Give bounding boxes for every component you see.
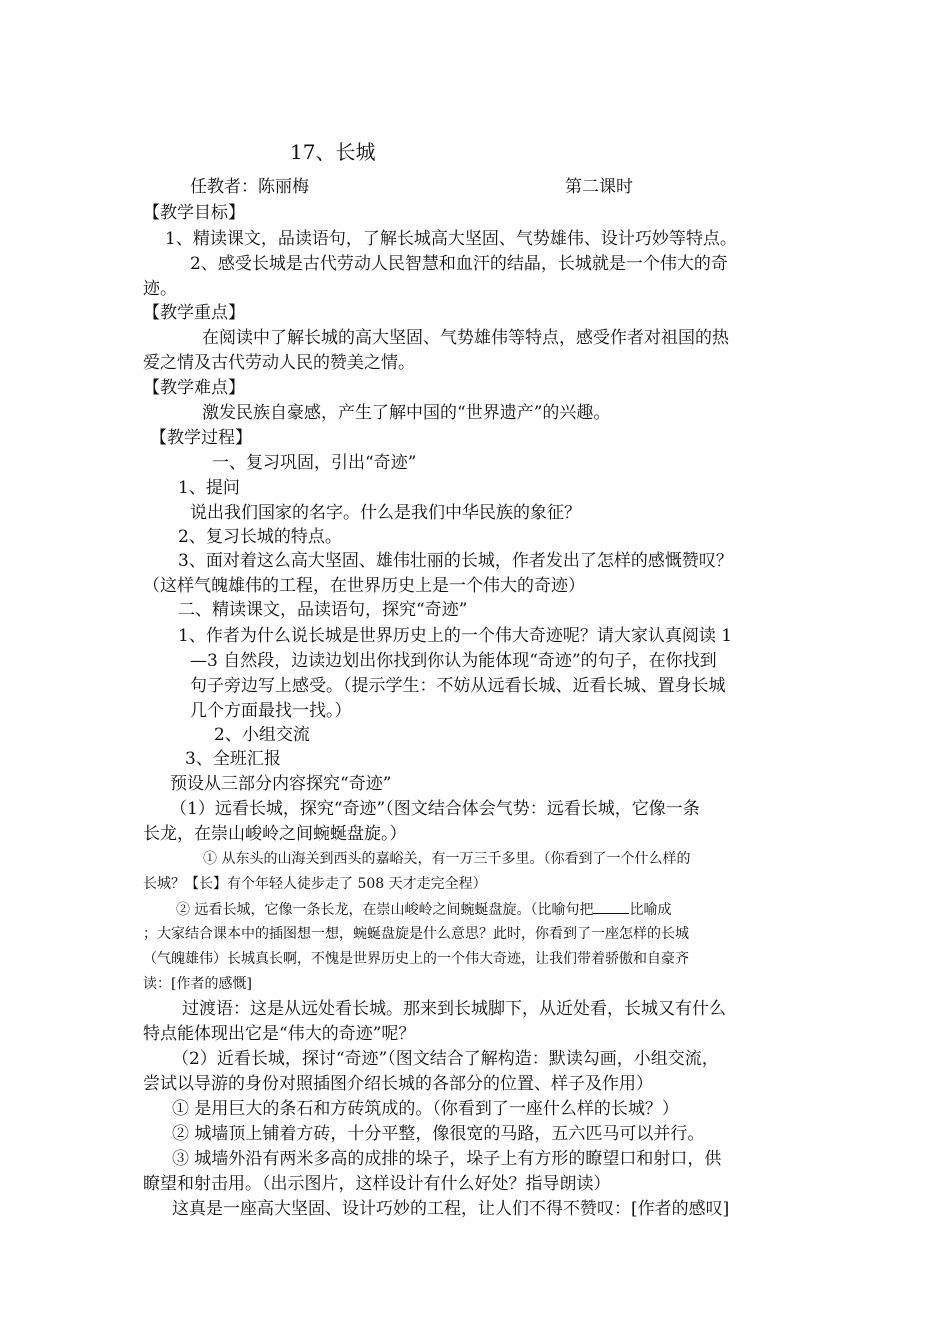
detail-line-text: 比喻成 — [629, 902, 672, 918]
process-line: 1、作者为什么说长城是世界历史上的一个伟大奇迹呢？请大家认真阅读 1 — [178, 626, 733, 646]
detail-line: （气魄雄伟）长城真长啊，不愧是世界历史上的一个伟大奇迹，让我们带着骄傲和自豪齐 — [143, 951, 689, 967]
process-line: （2）近看长城，探讨“奇迹”（图文结合了解构造：默读勾画，小组交流， — [172, 1049, 719, 1069]
key-points-line: 爱之情及古代劳动人民的赞美之情。 — [143, 353, 415, 373]
detail-line: 长城？【长】有个年轻人徒步走了 508 天才走完全程） — [143, 876, 487, 892]
key-points-line: 在阅读中了解长城的高大坚固、气势雄伟等特点，感受作者对祖国的热 — [202, 328, 729, 348]
process-line: 3、全班汇报 — [185, 749, 281, 769]
teacher-name: 任教者：陈丽梅 — [190, 177, 309, 197]
detail-line: 读：[作者的感慨] — [143, 976, 252, 992]
process-line: 瞭望和射击用。（出示图片，这样设计有什么好处？指导朗读） — [143, 1174, 611, 1194]
detail-line: ；大家结合课本中的插图想一想，蜿蜒盘旋是什么意思？此时，你看到了一座怎样的长城 — [143, 926, 689, 942]
process-line: 尝试以导游的身份对照插图介绍长城的各部分的位置、样子及作用） — [143, 1074, 653, 1094]
process-line: —3 自然段，边读边划出你找到你认为能体现“奇迹”的句子，在你找到 — [190, 651, 717, 671]
process-line: 这真是一座高大坚固、设计巧妙的工程，让人们不得不赞叹：[作者的感叹] — [172, 1199, 730, 1219]
process-line: 2、复习长城的特点。 — [178, 527, 342, 547]
detail-line: ① 从东头的山海关到西头的嘉峪关，有一万三千多里。（你看到了一个什么样的 — [203, 851, 691, 867]
process-line: 长龙，在崇山峻岭之间蜿蜒盘旋。） — [143, 824, 407, 844]
key-points-heading: 【教学重点】 — [143, 303, 245, 323]
transition-line: 过渡语：这是从远处看长城。那来到长城脚下，从近处看，长城又有什么 — [182, 999, 726, 1019]
process-line: ② 城墙顶上铺着方砖，十分平整，像很宽的马路，五六匹马可以并行。 — [172, 1124, 705, 1144]
goal-line: 1、精读课文，品读语句，了解长城高大坚固、气势雄伟、设计巧妙等特点。 — [165, 229, 737, 249]
process-line: 一、复习巩固，引出“奇迹” — [212, 453, 417, 473]
fill-in-blank — [593, 899, 629, 914]
goal-line: 迹。 — [143, 279, 177, 299]
process-line: 1、提问 — [178, 478, 240, 498]
process-line: 3、面对着这么高大坚固、雄伟壮丽的长城，作者发出了怎样的感慨赞叹？ — [178, 551, 733, 571]
process-line: 句子旁边写上感受。（提示学生：不妨从远看长城、近看长城、置身长城 — [190, 676, 726, 696]
process-line: ① 是用巨大的条石和方砖筑成的。（你看到了一座什么样的长城？） — [172, 1099, 679, 1119]
goal-line: 2、感受长城是古代劳动人民智慧和血汗的结晶，长城就是一个伟大的奇 — [190, 254, 728, 274]
page-title: 17、长城 — [290, 140, 376, 164]
detail-line-text: ② 远看长城，它像一条长龙，在崇山峻岭之间蜿蜒盘旋。（比喻句把 — [176, 902, 594, 918]
process-heading: 【教学过程】 — [150, 428, 252, 448]
difficulties-line: 激发民族自豪感，产生了解中国的“世界遗产”的兴趣。 — [202, 403, 611, 423]
detail-line — [176, 899, 671, 920]
process-line: 二、精读课文，品读语句，探究“奇迹” — [178, 600, 468, 620]
process-line: 几个方面最找一找。） — [190, 701, 352, 721]
goals-heading: 【教学目标】 — [143, 203, 245, 223]
process-line: 预设从三部分内容探究“奇迹” — [170, 774, 392, 794]
process-line: 说出我们国家的名字。什么是我们中华民族的象征？ — [190, 503, 581, 523]
process-line: 2、小组交流 — [214, 725, 310, 745]
process-line: （1）远看长城，探究“奇迹”（图文结合体会气势：远看长城，它像一条 — [170, 799, 700, 819]
difficulties-heading: 【教学难点】 — [143, 378, 245, 398]
process-line: ③ 城墙外沿有两米多高的成排的垛子，垛子上有方形的瞭望口和射口，供 — [172, 1149, 722, 1169]
transition-line: 特点能体现出它是“伟大的奇迹”呢？ — [143, 1024, 416, 1044]
process-line: （这样气魄雄伟的工程，在世界历史上是一个伟大的奇迹） — [143, 576, 585, 596]
lesson-number: 第二课时 — [565, 177, 633, 197]
